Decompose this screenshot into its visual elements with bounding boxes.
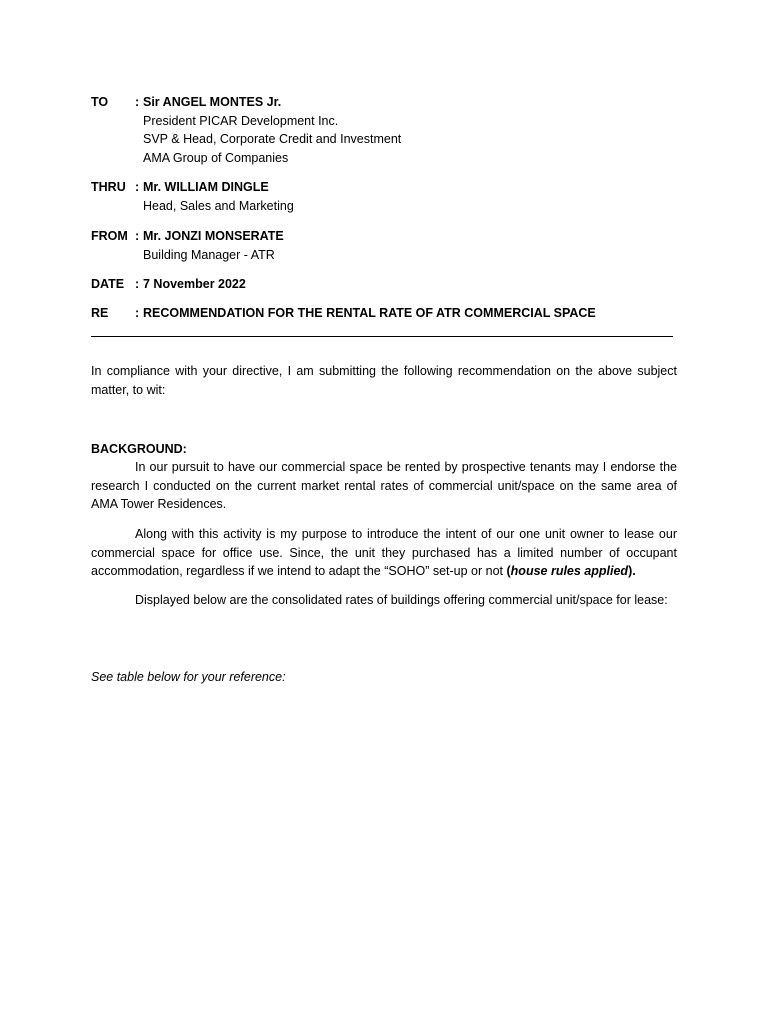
date-colon: : xyxy=(135,277,140,291)
thru-value xyxy=(143,178,294,215)
background-paragraph-3: Displayed below are the consolidated rates of buildings offering commercial unit/space for lease: xyxy=(135,593,668,607)
to-line-1: President PICAR Development Inc. xyxy=(143,113,339,128)
from-value xyxy=(143,227,284,264)
background-heading: BACKGROUND: xyxy=(91,442,187,456)
to-colon: : xyxy=(135,95,140,109)
p2-open-paren: ( xyxy=(506,564,511,578)
re-colon: : xyxy=(135,306,140,320)
thru-name: Mr. WILLIAM DINGLE xyxy=(143,180,269,194)
date-label: DATE xyxy=(91,277,125,291)
thru-colon: : xyxy=(135,180,140,194)
to-line-3: AMA Group of Companies xyxy=(143,150,289,165)
to-line-2: SVP & Head, Corporate Credit and Investment xyxy=(143,132,402,146)
re-value: RECOMMENDATION FOR THE RENTAL RATE OF ATR COMMERCIAL SPACE xyxy=(143,306,596,320)
to-label: TO xyxy=(91,95,109,109)
re-label: RE xyxy=(91,306,109,320)
thru-line-1: Head, Sales and Marketing xyxy=(143,198,294,213)
from-colon: : xyxy=(135,229,140,243)
to-name: Sir ANGEL MONTES Jr. xyxy=(143,95,282,109)
p2-text: Along with this activity is my purpose to introduce the intent of our one unit owner to lease our commercial space for office use. Since, the unit they purchased has a limited number of occupant accommodation, regardless if we intend to adapt the “SOHO” set-up or not xyxy=(91,527,677,578)
p2-close-paren: ). xyxy=(628,564,636,578)
to-value xyxy=(143,93,401,167)
separator-line xyxy=(91,336,673,337)
intro-paragraph: In compliance with your directive, I am submitting the following recommendation on the above subject matter, to wit: xyxy=(91,364,677,397)
from-line-1: Building Manager - ATR xyxy=(143,247,275,262)
from-label: FROM xyxy=(91,229,128,243)
thru-label: THRU xyxy=(91,180,126,194)
from-name: Mr. JONZI MONSERATE xyxy=(143,229,284,243)
p2-emphasis: house rules applied xyxy=(510,564,629,578)
date-value: 7 November 2022 xyxy=(143,277,246,291)
background-paragraph-2 xyxy=(91,525,677,581)
background-paragraph-1: In our pursuit to have our commercial space be rented by prospective tenants may I endorse the research I conducted on the current market rental rates of commercial unit/space on the same area of AMA Tower Residences. xyxy=(91,460,677,511)
reference-note: See table below for your reference: xyxy=(91,670,286,684)
